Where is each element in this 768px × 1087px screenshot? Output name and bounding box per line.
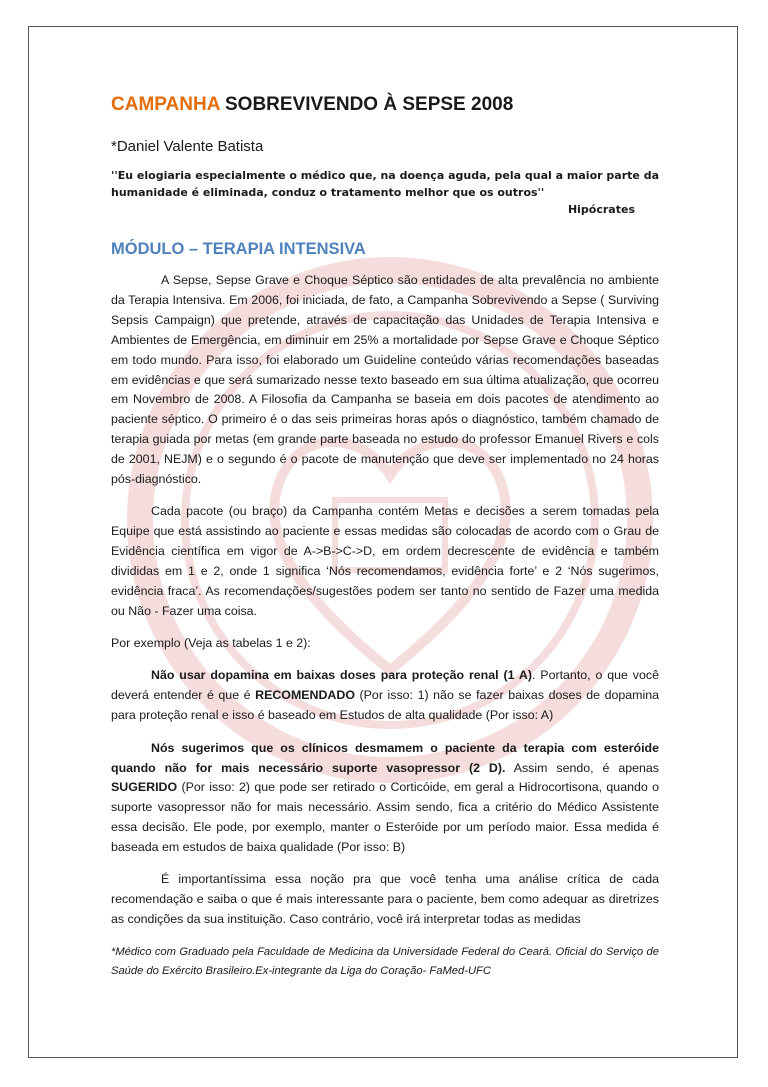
- dopamina-text-b: (Por isso: 1) não se fazer baixas doses de dopamina para proteção renal e isso é baseado em Estudos de alta qualidade (Por isso: A): [111, 688, 659, 723]
- document-body: [111, 94, 659, 981]
- paragraph-esteroide: [111, 739, 659, 858]
- paragraph-intro: [111, 271, 659, 490]
- paragraph-importancia-text: É importantíssima essa noção pra que você tenha uma análise crítica de cada recomendação e saiba o que é mais interessante para o paciente, bem como adequar as diretrizes as condições da sua instituição. Caso contrário, você irá interpretar todas as medidas: [111, 872, 659, 927]
- quote-attribution: Hipócrates: [567, 203, 635, 216]
- paragraph-exemplo: Por exemplo (Veja as tabelas 1 e 2):: [111, 636, 311, 651]
- title-accent: CAMPANHA: [111, 94, 220, 115]
- sugerido-label: SUGERIDO: [111, 780, 178, 795]
- document-title: [111, 94, 659, 116]
- paragraph-intro-text: A Sepse, Sepse Grave e Choque Séptico são entidades de alta prevalência no ambiente da Terapia Intensiva. Em 2006, foi iniciada, de fato, a Campanha Sobrevivendo a Sepse ( Surviving Sepsis Campaign) que pretende, através de capacitação das Unidades de Terapia Intensiva e Ambientes de Emergência, em diminuir em 25% a mortalidade por Sepse Grave e Choque Séptico em todo mundo. Para isso, foi elaborado um Guideline conteúdo várias recomendações baseadas em evidências e que será sumarizado nesse texto baseado em sua última atualização, que ocorreu em Novembro de 2008. A Filosofia da Campanha se baseia em dois pacotes de atendimento ao paciente séptico. O primeiro é o das seis primeiras horas após o diagnóstico, também chamado de terapia guiada por metas (em grande parte baseada no estudo do professor Emanuel Rivers e cols de 2001, NEJM) e o segundo é o pacote de manutenção que deve ser implementado no 24 horas pós-diagnóstico.: [111, 273, 659, 487]
- quote-text: ''Eu elogiaria especialmente o médico que, na doença aguda, pela qual a maior parte da humanidade é eliminada, conduz o tratamento melhor que os outros'': [111, 169, 659, 199]
- paragraph-pacotes: [111, 502, 659, 621]
- paragraph-dopamina: [111, 666, 659, 726]
- dopamina-text-a: . Portanto, o que você deverá entender é que é: [111, 668, 659, 703]
- title-rest: SOBREVIVENDO À SEPSE 2008: [219, 94, 514, 115]
- dopamina-recommendation: Não usar dopamina em baixas doses para proteção renal (1 A): [151, 668, 532, 683]
- author-line: *Daniel Valente Batista: [111, 138, 264, 155]
- paragraph-pacotes-text: Cada pacote (ou braço) da Campanha contém Metas e decisões a serem tomadas pela Equipe que está assistindo ao paciente e essas medidas são colocadas de acordo com o Grau de Evidência científica em vigor de A->B->C->D, em ordem decrescente de evidência e também divididas em 1 e 2, onde 1 significa ‘Nós recomendamos, evidência forte’ e 2 ‘Nós sugerimos, evidência fraca’. As recomendações/sugestões podem ser tanto no sentido de Fazer uma medida ou Não - Fazer uma coisa.: [111, 504, 659, 618]
- footnote: *Médico com Graduado pela Faculdade de Medicina da Universidade Federal do Ceará. Oficial do Serviço de Saúde do Exército Brasileiro.Ex-integrante da Liga do Coração- FaMed-UFC: [111, 945, 659, 977]
- paragraph-importancia: [111, 870, 659, 930]
- recomendado-label: RECOMENDADO: [255, 688, 355, 703]
- esteroide-suggestion: Nós sugerimos que os clínicos desmamem o paciente da terapia com esteróide quando não for mais necessário suporte vasopressor (2 D).: [111, 740, 659, 775]
- module-heading: MÓDULO – TERAPIA INTENSIVA: [111, 240, 366, 258]
- esteroide-text-a: Assim sendo, é apenas: [505, 760, 659, 775]
- epigraph-quote: [111, 167, 659, 218]
- esteroide-text-b: (Por isso: 2) que pode ser retirado o Corticóide, em geral a Hidrocortisona, quando o suporte vasopressor não for mais necessário. Assim sendo, fica a critério do Médico Assistente essa decisão. Ele pode, por exemplo, manter o Esteróide por um período maior. Essa medida é baseada em estudos de baixa qualidade (Por isso: B): [111, 780, 659, 855]
